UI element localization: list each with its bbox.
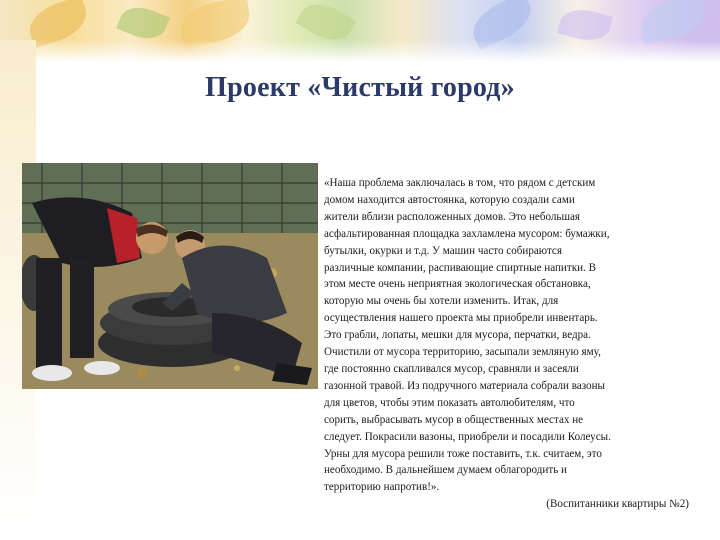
text-line: жители вблизи расположенных домов. Это небольшая (324, 210, 581, 223)
text-line: бутылки, окурки и т.д. У машин часто собираются (324, 244, 562, 257)
leaf-decoration (466, 0, 538, 50)
signature: (Воспитанники квартиры №2) (546, 498, 689, 510)
text-line: осуществления нашего проекта мы приобрели инвентарь. (324, 312, 598, 325)
text-line: которую мы очень бы хотели изменить. Итак, для (324, 295, 559, 308)
slide-title: Проект «Чистый город» (205, 72, 515, 103)
leaf-decoration (178, 0, 253, 47)
text-line: для цветов, чтобы этим показать автолюбителям, что (324, 396, 575, 409)
text-line: следует. Покрасили вазоны, приобрели и посадили Колеусы. (324, 430, 611, 443)
leaf-decoration (637, 0, 709, 44)
text-line: домом находится автостоянка, которую создали сами (324, 193, 575, 206)
text-line: Урны для мусора решили тоже поставить, т.к. считаем, это (324, 447, 602, 460)
text-line: территорию напротив!». (324, 481, 440, 494)
decorative-top-banner (0, 0, 720, 62)
project-description (324, 175, 696, 496)
project-photo (22, 163, 318, 389)
photo-illustration (22, 163, 318, 389)
text-line: где постоянно скапливался мусор, сравняли и засеяли (324, 362, 579, 375)
text-line: необходимо. В дальнейшем думаем облагородить и (324, 464, 567, 477)
text-line: различные компании, распивающие спиртные напитки. В (324, 261, 596, 274)
leaf-decoration (116, 0, 170, 45)
text-line: «Наша проблема заключалась в том, что рядом с детским (324, 177, 596, 189)
leaf-decoration (295, 0, 356, 49)
leaf-decoration (557, 4, 613, 46)
text-line: сорить, выбрасывать мусор в общественных местах не (324, 413, 584, 426)
text-line: Очистили от мусора территорию, засыпали земляную яму, (324, 346, 601, 359)
text-line: Это грабли, лопаты, мешки для мусора, перчатки, ведра. (324, 329, 591, 342)
text-line: этом месте очень неприятная экологическая обстановка, (324, 278, 591, 291)
text-line: асфальтированная площадка захламлена мусором: бумажки, (324, 227, 610, 240)
text-line: газонной травой. Из подручного материала собрали вазоны (324, 379, 605, 392)
